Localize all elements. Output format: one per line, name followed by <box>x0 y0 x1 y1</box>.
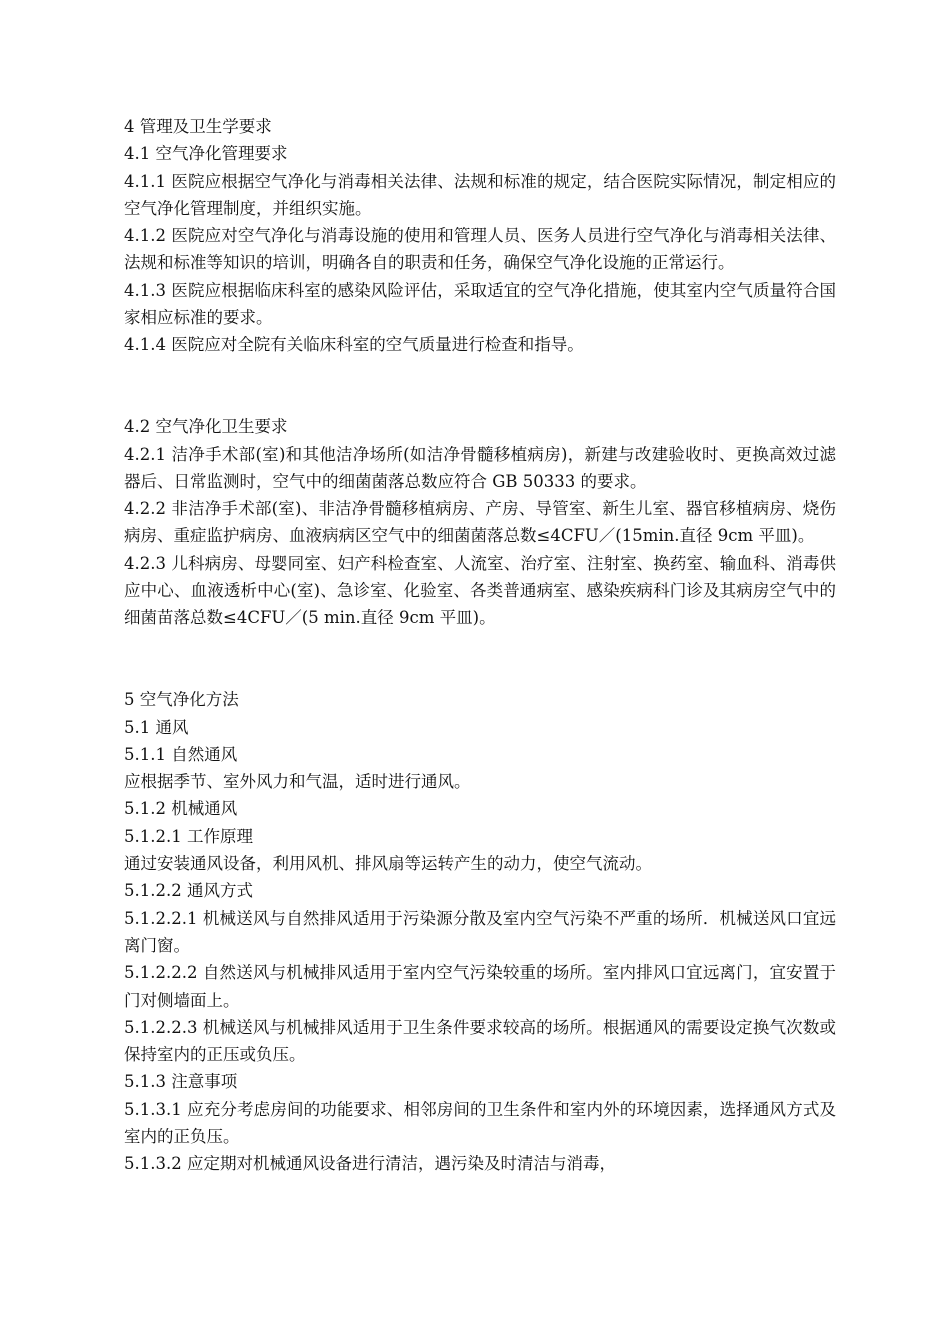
section-5-1-2-1-heading: 5.1.2.1 工作原理 <box>124 826 253 846</box>
clause-4-1-4: 4.1.4 医院应对全院有关临床科室的空气质量进行检查和指导。 <box>124 335 584 355</box>
clause-4-2-3: 4.2.3 儿科病房、母婴同室、妇产科检查室、人流室、治疗室、注射室、换药室、输血科、消毒供应中心、血液透析中心(室)、急诊室、化验室、各类普通病室、感染疾病科门诊及其病房空气中的细菌苗落总数≤4CFU／(5 min.直径 9cm 平皿)。 <box>124 553 836 628</box>
clause-4-2-2: 4.2.2 非洁净手术部(室)、非洁净骨髓移植病房、产房、导管室、新生儿室、器官移植病房、烧伤病房、重症监护病房、血液病病区空气中的细菌菌落总数≤4CFU／(15min.直径 9cm 平皿)。 <box>124 499 836 546</box>
section-4-heading: 4 管理及卫生学要求 <box>124 117 272 136</box>
clause-4-1-3: 4.1.3 医院应根据临床科室的感染风险评估，采取适宜的空气净化措施，使其室内空气质量符合国家相应标准的要求。 <box>124 280 836 328</box>
section-4-2-heading: 4.2 空气净化卫生要求 <box>124 417 288 437</box>
clause-5-1-2-2-2: 5.1.2.2.2 自然送风与机械排风适用于室内空气污染较重的场所。室内排风口宜远离门，宜安置于门对侧墙面上。 <box>124 963 836 1010</box>
clause-5-1-2-2-3: 5.1.2.2.3 机械送风与机械排风适用于卫生条件要求较高的场所。根据通风的需要设定换气次数或保持室内的正压或负压。 <box>124 1017 836 1065</box>
clause-5-1-1-text: 应根据季节、室外风力和气温，适时进行通风。 <box>124 772 471 792</box>
section-5-1-1-heading: 5.1.1 自然通风 <box>124 744 238 764</box>
clause-5-1-2-1-text: 通过安装通风设备，利用风机、排风扇等运转产生的动力，使空气流动。 <box>124 854 652 874</box>
clause-5-1-3-2: 5.1.3.2 应定期对机械通风设备进行清洁，遇污染及时清洁与消毒， <box>124 1154 616 1174</box>
document-body <box>124 113 836 1178</box>
clause-4-1-2: 4.1.2 医院应对空气净化与消毒设施的使用和管理人员、医务人员进行空气净化与消毒相关法律、法规和标准等知识的培训，明确各自的职责和任务，确保空气净化设施的正常运行。 <box>124 226 836 273</box>
section-5-1-3-heading: 5.1.3 注意事项 <box>124 1072 238 1092</box>
section-5-1-2-heading: 5.1.2 机械通风 <box>124 799 238 819</box>
section-4-1-heading: 4.1 空气净化管理要求 <box>124 144 288 164</box>
clause-4-2-1: 4.2.1 洁净手术部(室)和其他洁净场所(如洁净骨髓移植病房)，新建与改建验收时、更换高效过滤器后、日常监测时，空气中的细菌菌落总数应符合 GB 50333 的要求。 <box>124 444 836 491</box>
section-5-1-2-2-heading: 5.1.2.2 通风方式 <box>124 881 253 901</box>
section-5-heading: 5 空气净化方法 <box>124 690 239 710</box>
section-spacer <box>124 632 836 687</box>
clause-5-1-3-1: 5.1.3.1 应充分考虑房间的功能要求、相邻房间的卫生条件和室内外的环境因素，选择通风方式及室内的正负压。 <box>124 1099 836 1146</box>
section-5-1-heading: 5.1 通风 <box>124 717 189 737</box>
clause-5-1-2-2-1: 5.1.2.2.1 机械送风与自然排风适用于污染源分散及室内空气污染不严重的场所．机械送风口宜远离门窗。 <box>124 908 836 955</box>
section-spacer <box>124 359 836 414</box>
clause-4-1-1: 4.1.1 医院应根据空气净化与消毒相关法律、法规和标准的规定，结合医院实际情况，制定相应的空气净化管理制度，并组织实施。 <box>124 171 836 218</box>
